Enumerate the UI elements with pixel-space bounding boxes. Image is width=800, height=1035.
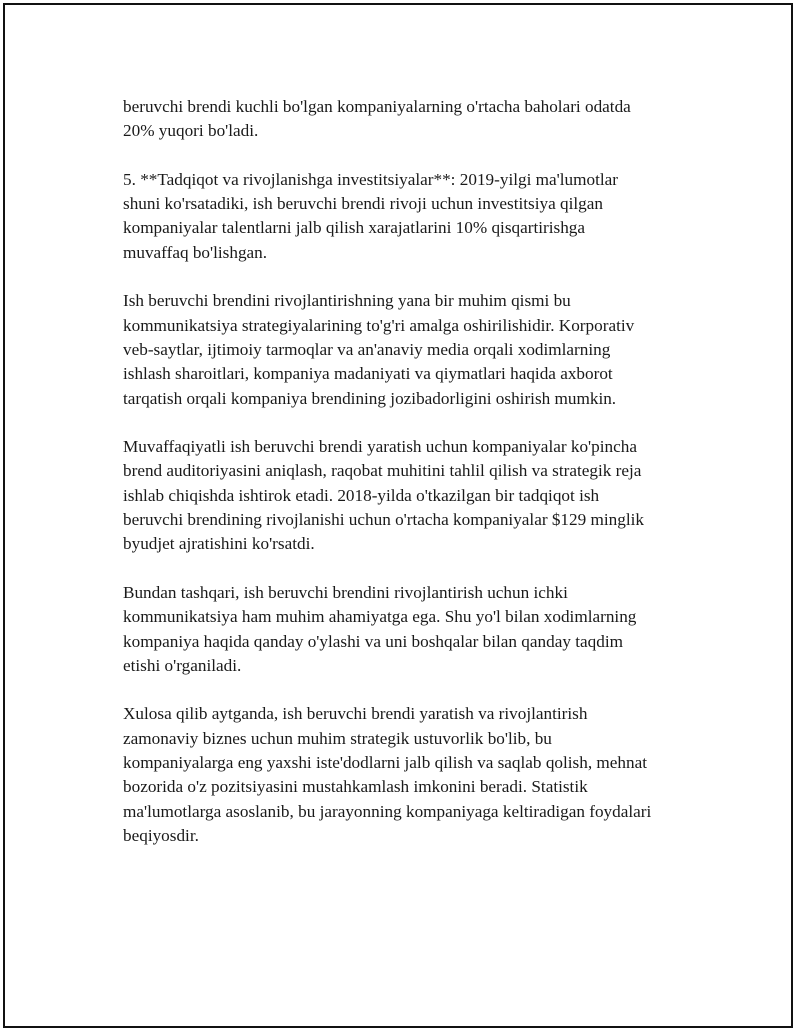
text-line: ishlash sharoitlari, kompaniya madaniyati va qiymatlari haqida axborot (123, 364, 613, 384)
text-line: 5. **Tadqiqot va rivojlanishga investitsiyalar**: 2019-yilgi ma'lumotlar (123, 169, 618, 189)
page-frame (3, 3, 793, 1028)
text-line: Xulosa qilib aytganda, ish beruvchi brendi yaratish va rivojlantirish (123, 704, 588, 724)
text-line: Bundan tashqari, ish beruvchi brendini rivojlantirish uchun ichki (123, 582, 568, 602)
text-line: Ish beruvchi brendini rivojlantirishning yana bir muhim qismi bu (123, 291, 571, 311)
paragraph-2 (123, 168, 693, 265)
text-line: kompaniyalarga eng yaxshi iste'dodlarni jalb qilish va saqlab qolish, mehnat (123, 753, 648, 773)
paragraph-1 (123, 95, 693, 144)
text-line: ishlab chiqishda ishtirok etadi. 2018-yilda o'tkazilgan bir tadqiqot ish (123, 485, 600, 505)
document-body (123, 95, 693, 873)
text-line: byudjet ajratishini ko'rsatdi. (123, 534, 315, 554)
text-line: 20% yuqori bo'ladi. (123, 121, 259, 141)
paragraph-6 (123, 702, 693, 848)
text-line: muvaffaq bo'lishgan. (123, 242, 268, 262)
text-line: beruvchi brendi kuchli bo'lgan kompaniyalarning o'rtacha baholari odatda (123, 97, 631, 116)
text-line: kommunikatsiya ham muhim ahamiyatga ega. Shu yo'l bilan xodimlarning (123, 607, 637, 627)
text-line: veb-saytlar, ijtimoiy tarmoqlar va an'anaviy media orqali xodimlarning (123, 339, 611, 359)
text-line: etishi o'rganiladi. (123, 655, 242, 675)
text-line: zamonaviy biznes uchun muhim strategik ustuvorlik bo'lib, bu (123, 728, 552, 748)
text-line: shuni ko'rsatadiki, ish beruvchi brendi rivoji uchun investitsiya qilgan (123, 194, 603, 214)
text-line: beqiyosdir. (123, 825, 199, 845)
text-line: beruvchi brendining rivojlanishi uchun o'rtacha kompaniyalar $129 minglik (123, 510, 644, 530)
paragraph-3 (123, 289, 693, 410)
text-line: bozorida o'z pozitsiyasini mustahkamlash imkonini beradi. Statistik (123, 777, 588, 797)
text-line: Muvaffaqiyatli ish beruvchi brendi yaratish uchun kompaniyalar ko'pincha (123, 437, 637, 457)
text-line: tarqatish orqali kompaniya brendining jozibadorligini oshirish mumkin. (123, 388, 617, 408)
paragraph-4 (123, 435, 693, 556)
text-line: kompaniyalar talentlarni jalb qilish xarajatlarini 10% qisqartirishga (123, 218, 586, 238)
text-line: kommunikatsiya strategiyalarining to'g'ri amalga oshirilishidir. Korporativ (123, 315, 635, 335)
paragraph-5 (123, 581, 693, 678)
text-line: kompaniya haqida qanday o'ylashi va uni boshqalar bilan qanday taqdim (123, 631, 623, 651)
text-line: ma'lumotlarga asoslanib, bu jarayonning kompaniyaga keltiradigan foydalari (123, 801, 652, 821)
text-line: brend auditoriyasini aniqlash, raqobat muhitini tahlil qilish va strategik reja (123, 461, 642, 481)
